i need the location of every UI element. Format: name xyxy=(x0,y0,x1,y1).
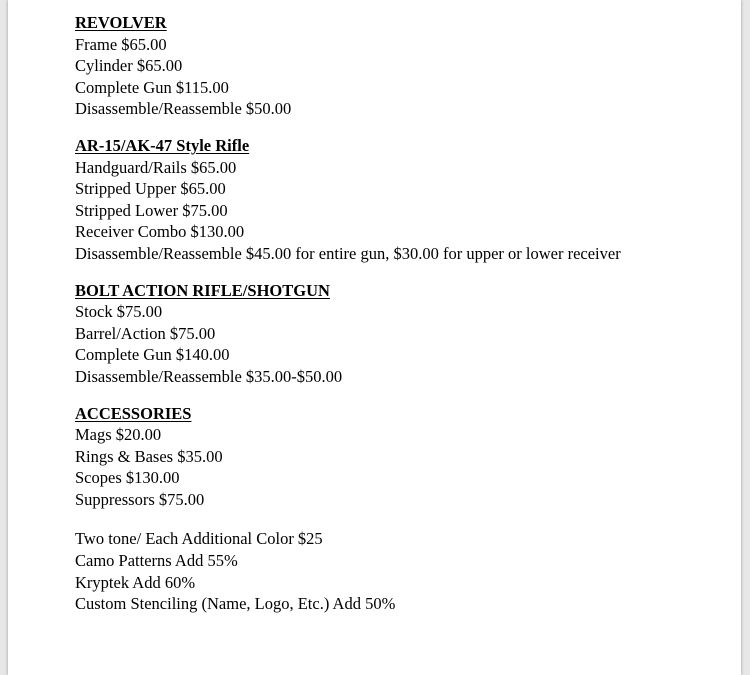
price-item: Stripped Lower $75.00 xyxy=(75,200,228,220)
price-item: Scopes $130.00 xyxy=(75,468,180,488)
document-page xyxy=(8,0,741,675)
addon-item: Custom Stenciling (Name, Logo, Etc.) Add 50% xyxy=(75,594,396,614)
section-ar-ak-rifle xyxy=(75,135,735,265)
price-item: Frame $65.00 xyxy=(75,34,167,54)
price-item: Suppressors $75.00 xyxy=(75,489,205,509)
price-item: Stripped Upper $65.00 xyxy=(75,179,226,199)
section-heading: REVOLVER xyxy=(75,13,167,32)
section-revolver xyxy=(75,12,735,120)
section-heading: ACCESSORIES xyxy=(75,403,192,423)
addon-pricing xyxy=(75,528,735,614)
addon-item: Two tone/ Each Additional Color $25 xyxy=(75,529,323,549)
price-list xyxy=(75,12,735,615)
price-item: Disassemble/Reassemble $50.00 xyxy=(75,99,292,119)
price-item: Receiver Combo $130.00 xyxy=(75,222,245,242)
section-bolt-action xyxy=(75,280,735,388)
section-accessories xyxy=(75,403,735,511)
price-item: Disassemble/Reassemble $35.00-$50.00 xyxy=(75,366,343,386)
addon-item: Camo Patterns Add 55% xyxy=(75,551,238,571)
price-item: Handguard/Rails $65.00 xyxy=(75,157,237,177)
section-heading: AR-15/AK-47 Style Rifle xyxy=(75,135,250,155)
price-item: Barrel/Action $75.00 xyxy=(75,323,216,343)
price-item: Stock $75.00 xyxy=(75,302,163,322)
price-item: Mags $20.00 xyxy=(75,425,162,445)
section-heading: BOLT ACTION RIFLE/SHOTGUN xyxy=(75,280,330,300)
price-item: Complete Gun $115.00 xyxy=(75,77,229,97)
price-item: Complete Gun $140.00 xyxy=(75,345,230,365)
price-item: Cylinder $65.00 xyxy=(75,56,183,76)
price-item: Disassemble/Reassemble $45.00 for entire gun, $30.00 for upper or lower receiver xyxy=(75,243,621,263)
price-item: Rings & Bases $35.00 xyxy=(75,446,223,466)
addon-item: Kryptek Add 60% xyxy=(75,572,196,592)
